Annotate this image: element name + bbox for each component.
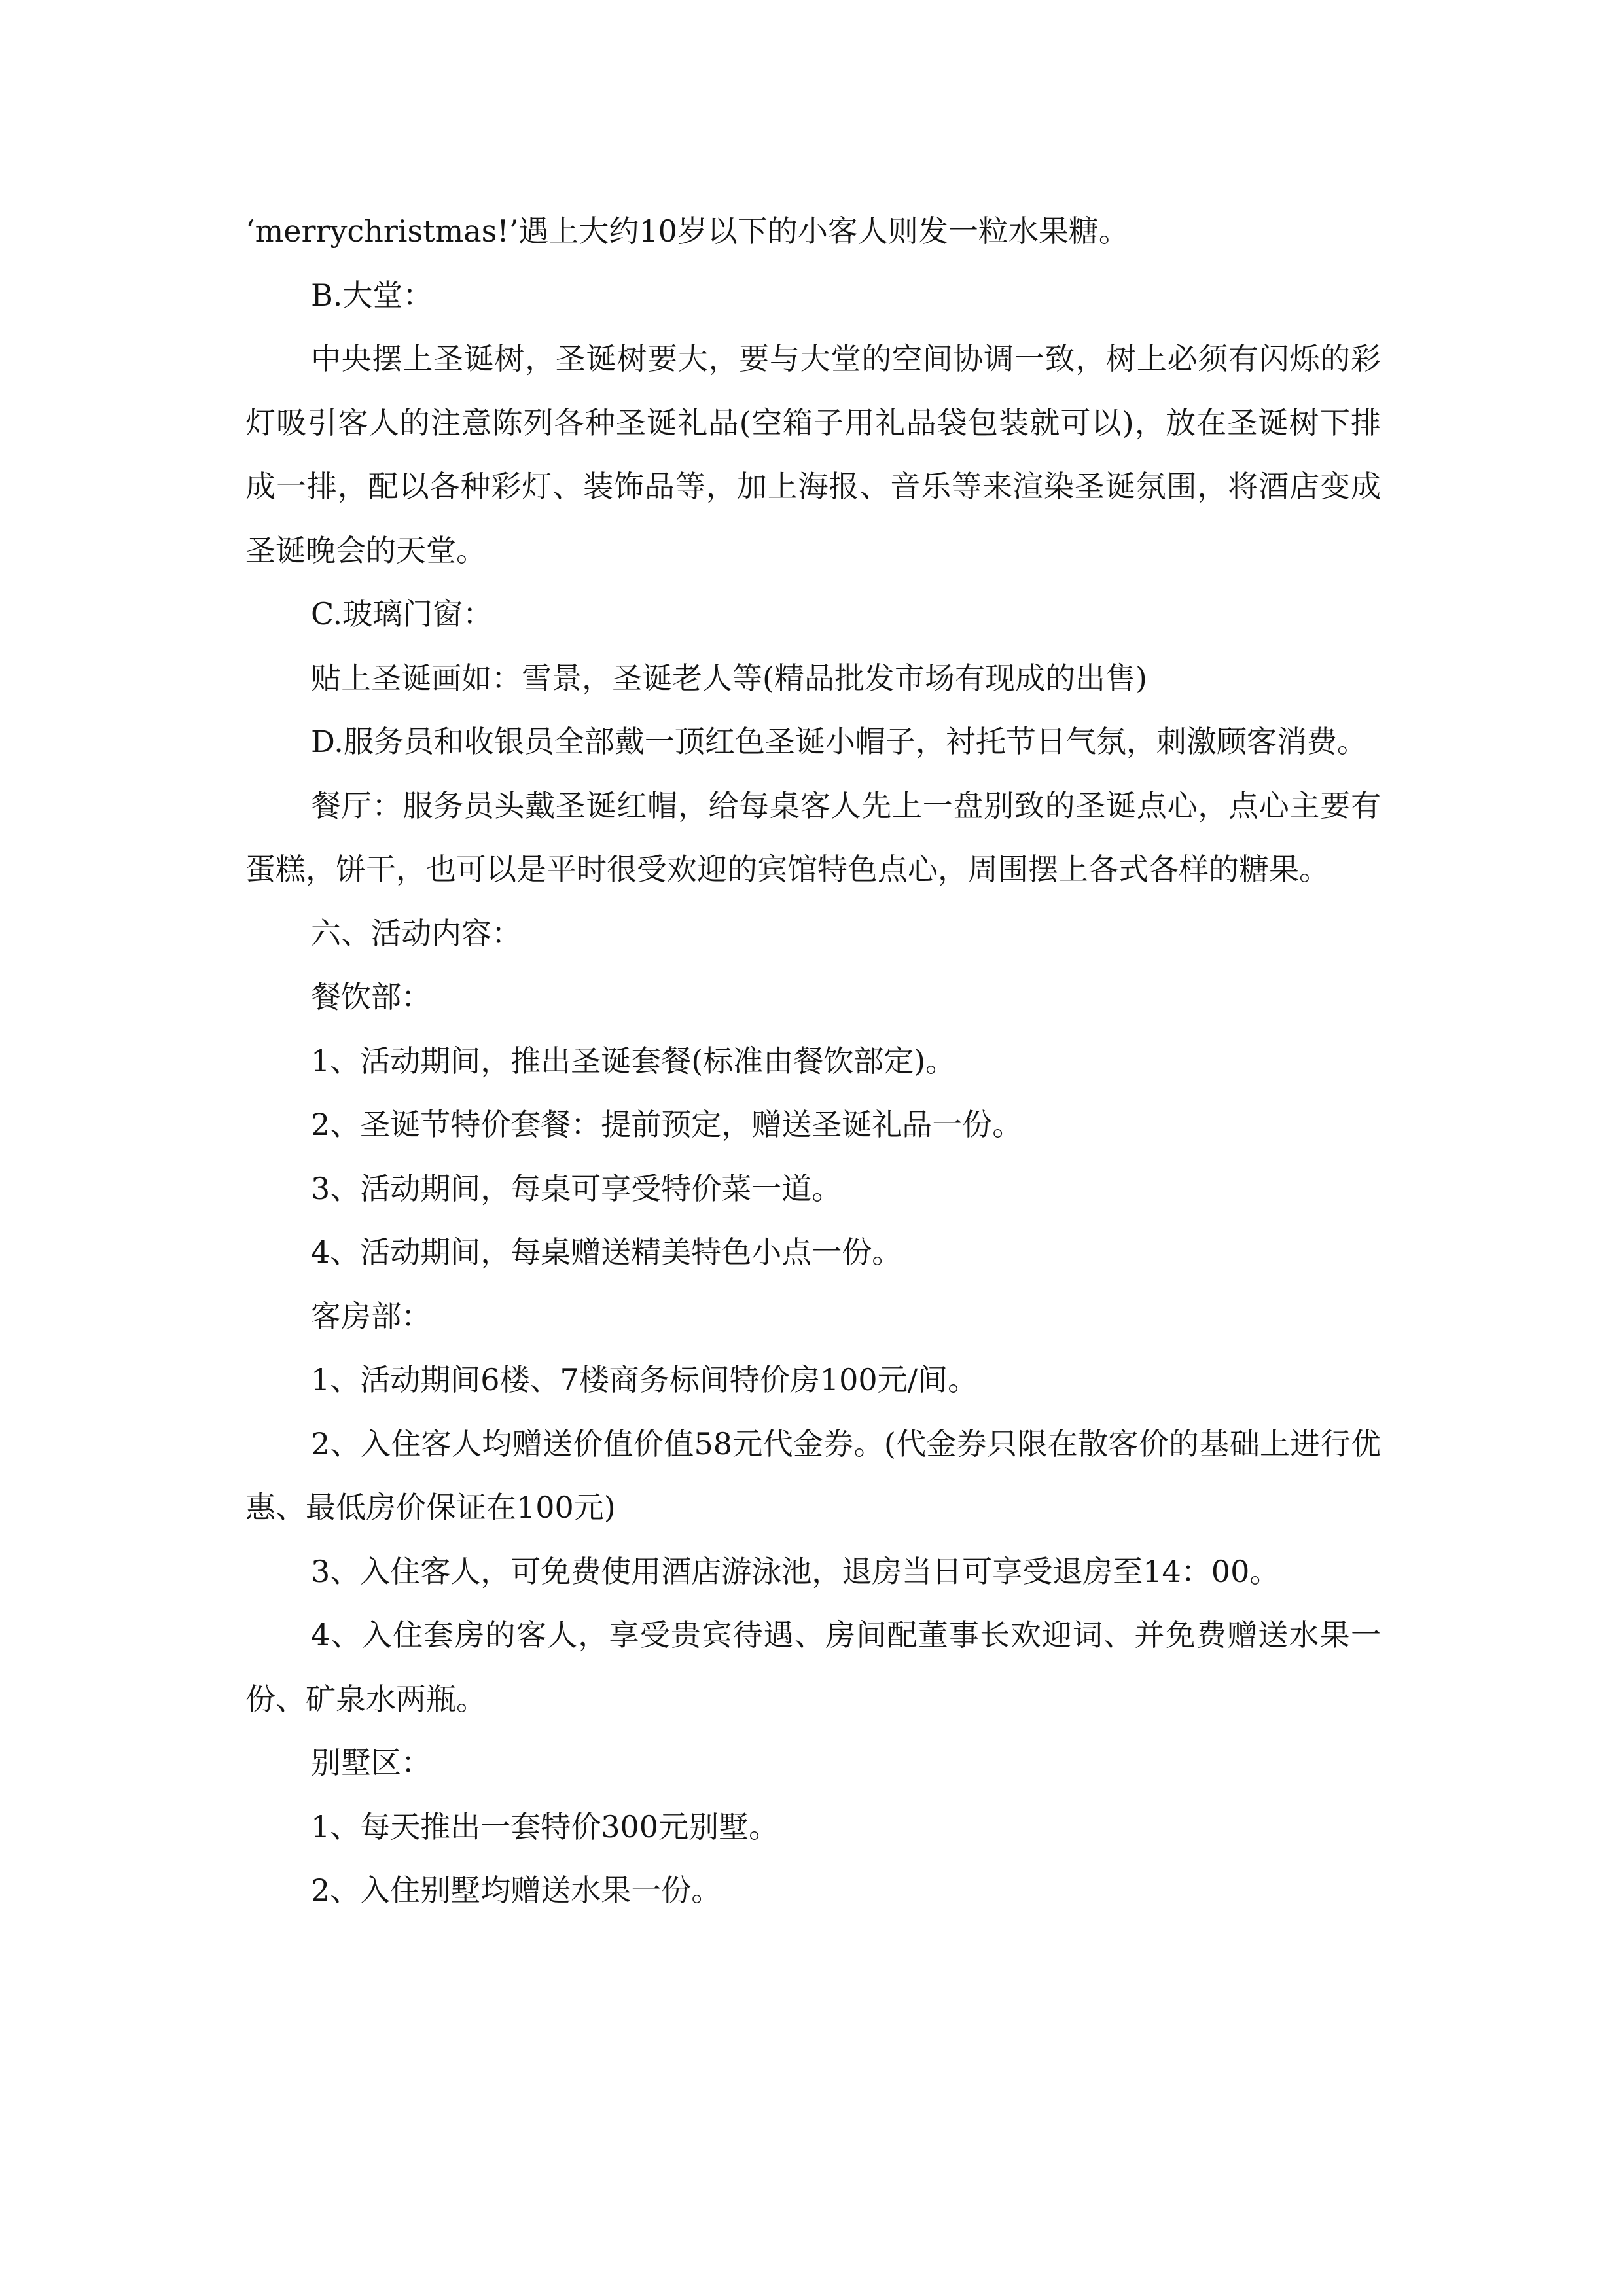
list-item: 4、活动期间，每桌赠送精美特色小点一份。: [311, 1234, 902, 1270]
list-item: 3、活动期间，每桌可享受特价菜一道。: [311, 1170, 842, 1206]
heading-glass-doors: C.玻璃门窗：: [311, 596, 493, 632]
paragraph-glass-doors: 贴上圣诞画如：雪景，圣诞老人等(精品批发市场有现成的出售): [311, 660, 1147, 696]
paragraph-restaurant: 餐厅：服务员头戴圣诞红帽，给每桌客人先上一盘别致的圣诞点心，点心主要有蛋糕，饼干，也可以是平时很受欢迎的宾馆特色点心，周围摆上各式各样的糖果。: [245, 787, 1381, 887]
heading-catering: 餐饮部：: [311, 979, 431, 1014]
heading-activity-content: 六、活动内容：: [311, 915, 522, 951]
list-item: 3、入住客人，可免费使用酒店游泳池，退房当日可享受退房至14：00。: [311, 1553, 1280, 1589]
paragraph-staff-hats: D.服务员和收银员全部戴一顶红色圣诞小帽子，衬托节日气氛，刺激顾客消费。: [311, 724, 1367, 759]
heading-lobby: B.大堂：: [311, 277, 433, 313]
list-item: 1、每天推出一套特价300元别墅。: [311, 1808, 779, 1844]
list-item: 2、入住客人均赠送价值价值58元代金券。(代金券只限在散客价的基础上进行优惠、最低房价保证在100元): [245, 1426, 1381, 1525]
heading-rooms: 客房部：: [311, 1298, 431, 1334]
document-body: [245, 200, 1381, 1923]
list-item: 2、圣诞节特价套餐：提前预定，赠送圣诞礼品一份。: [311, 1107, 1023, 1142]
list-item: 1、活动期间，推出圣诞套餐(标准由餐饮部定)。: [311, 1043, 956, 1079]
list-item: 4、入住套房的客人，享受贵宾待遇、房间配董事长欢迎词、并免费赠送水果一份、矿泉水两瓶。: [245, 1617, 1381, 1717]
heading-villa: 别墅区：: [311, 1745, 431, 1780]
list-item: 1、活动期间6楼、7楼商务标间特价房100元/间。: [311, 1362, 978, 1397]
list-item: 2、入住别墅均赠送水果一份。: [311, 1873, 722, 1908]
paragraph-greeting: ‘merrychristmas!’遇上大约10岁以下的小客人则发一粒水果糖。: [245, 213, 1129, 249]
paragraph-lobby: 中央摆上圣诞树，圣诞树要大，要与大堂的空间协调一致，树上必须有闪烁的彩灯吸引客人的注意陈列各种圣诞礼品(空箱子用礼品袋包装就可以)，放在圣诞树下排成一排，配以各种彩灯、装饰品等，加上海报、音乐等来渲染圣诞氛围，将酒店变成圣诞晚会的天堂。: [245, 341, 1381, 568]
